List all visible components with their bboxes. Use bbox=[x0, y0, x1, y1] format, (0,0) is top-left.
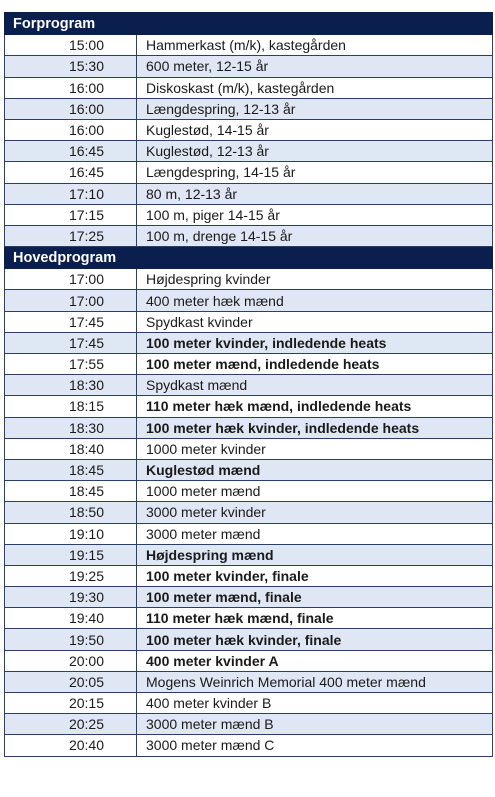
event-name: 110 meter hæk mænd, finale bbox=[137, 608, 493, 629]
table-row bbox=[5, 98, 493, 119]
event-name: Diskoskast (m/k), kastegården bbox=[137, 77, 493, 98]
table-row bbox=[5, 290, 493, 311]
table-row bbox=[5, 587, 493, 608]
event-name: Højdespring kvinder bbox=[137, 269, 493, 290]
event-time: 17:45 bbox=[5, 311, 137, 332]
event-time: 18:30 bbox=[5, 417, 137, 438]
table-row bbox=[5, 608, 493, 629]
event-name: 1000 meter mænd bbox=[137, 481, 493, 502]
event-name: Kuglestød, 14-15 år bbox=[137, 119, 493, 140]
table-row bbox=[5, 225, 493, 246]
event-time: 15:00 bbox=[5, 35, 137, 56]
event-time: 20:15 bbox=[5, 693, 137, 714]
table-row bbox=[5, 311, 493, 332]
table-row bbox=[5, 141, 493, 162]
table-row bbox=[5, 735, 493, 756]
event-time: 17:15 bbox=[5, 204, 137, 225]
event-time: 19:10 bbox=[5, 523, 137, 544]
event-time: 19:50 bbox=[5, 629, 137, 650]
event-name: 100 m, piger 14-15 år bbox=[137, 204, 493, 225]
event-time: 16:00 bbox=[5, 119, 137, 140]
event-time: 18:50 bbox=[5, 502, 137, 523]
schedule-document bbox=[4, 12, 492, 757]
section-header bbox=[5, 13, 493, 35]
event-name: 100 meter hæk kvinder, indledende heats bbox=[137, 417, 493, 438]
table-row bbox=[5, 438, 493, 459]
event-name: 600 meter, 12-15 år bbox=[137, 56, 493, 77]
section-title: Forprogram bbox=[5, 13, 493, 35]
table-row bbox=[5, 56, 493, 77]
event-name: Spydkast kvinder bbox=[137, 311, 493, 332]
event-name: 400 meter kvinder A bbox=[137, 650, 493, 671]
table-row bbox=[5, 183, 493, 204]
event-name: Kuglestød mænd bbox=[137, 459, 493, 480]
event-name: Mogens Weinrich Memorial 400 meter mænd bbox=[137, 671, 493, 692]
section-header bbox=[5, 247, 493, 269]
event-name: Hammerkast (m/k), kastegården bbox=[137, 35, 493, 56]
event-name: 80 m, 12-13 år bbox=[137, 183, 493, 204]
event-time: 19:30 bbox=[5, 587, 137, 608]
event-time: 17:25 bbox=[5, 225, 137, 246]
table-row bbox=[5, 119, 493, 140]
table-row bbox=[5, 375, 493, 396]
table-row bbox=[5, 481, 493, 502]
schedule-table bbox=[4, 12, 493, 757]
table-row bbox=[5, 162, 493, 183]
event-name: 100 m, drenge 14-15 år bbox=[137, 225, 493, 246]
event-time: 18:30 bbox=[5, 375, 137, 396]
event-name: 100 meter kvinder, indledende heats bbox=[137, 332, 493, 353]
event-time: 18:45 bbox=[5, 481, 137, 502]
event-time: 17:00 bbox=[5, 269, 137, 290]
table-row bbox=[5, 650, 493, 671]
event-name: Kuglestød, 12-13 år bbox=[137, 141, 493, 162]
event-name: 1000 meter kvinder bbox=[137, 438, 493, 459]
table-row bbox=[5, 544, 493, 565]
event-time: 15:30 bbox=[5, 56, 137, 77]
event-name: 110 meter hæk mænd, indledende heats bbox=[137, 396, 493, 417]
event-time: 16:00 bbox=[5, 77, 137, 98]
event-time: 16:45 bbox=[5, 162, 137, 183]
table-row bbox=[5, 671, 493, 692]
event-time: 20:00 bbox=[5, 650, 137, 671]
event-time: 17:10 bbox=[5, 183, 137, 204]
event-time: 18:15 bbox=[5, 396, 137, 417]
event-time: 19:40 bbox=[5, 608, 137, 629]
table-row bbox=[5, 417, 493, 438]
event-time: 17:55 bbox=[5, 354, 137, 375]
event-name: 100 meter mænd, indledende heats bbox=[137, 354, 493, 375]
event-name: 3000 meter mænd B bbox=[137, 714, 493, 735]
event-name: Højdespring mænd bbox=[137, 544, 493, 565]
table-row bbox=[5, 77, 493, 98]
schedule-table-body bbox=[5, 13, 493, 757]
table-row bbox=[5, 204, 493, 225]
table-row bbox=[5, 459, 493, 480]
event-name: 100 meter mænd, finale bbox=[137, 587, 493, 608]
event-name: 400 meter hæk mænd bbox=[137, 290, 493, 311]
table-row bbox=[5, 565, 493, 586]
event-time: 17:45 bbox=[5, 332, 137, 353]
table-row bbox=[5, 396, 493, 417]
table-row bbox=[5, 693, 493, 714]
event-name: 3000 meter kvinder bbox=[137, 502, 493, 523]
table-row bbox=[5, 35, 493, 56]
table-row bbox=[5, 629, 493, 650]
table-row bbox=[5, 354, 493, 375]
event-name: 400 meter kvinder B bbox=[137, 693, 493, 714]
event-time: 20:25 bbox=[5, 714, 137, 735]
event-time: 19:25 bbox=[5, 565, 137, 586]
table-row bbox=[5, 523, 493, 544]
table-row bbox=[5, 714, 493, 735]
table-row bbox=[5, 332, 493, 353]
event-time: 18:45 bbox=[5, 459, 137, 480]
event-name: Spydkast mænd bbox=[137, 375, 493, 396]
event-name: Længdespring, 14-15 år bbox=[137, 162, 493, 183]
event-time: 20:05 bbox=[5, 671, 137, 692]
event-name: Længdespring, 12-13 år bbox=[137, 98, 493, 119]
section-title: Hovedprogram bbox=[5, 247, 493, 269]
table-row bbox=[5, 269, 493, 290]
event-name: 3000 meter mænd bbox=[137, 523, 493, 544]
event-time: 16:00 bbox=[5, 98, 137, 119]
event-name: 3000 meter mænd C bbox=[137, 735, 493, 756]
event-name: 100 meter hæk kvinder, finale bbox=[137, 629, 493, 650]
table-row bbox=[5, 502, 493, 523]
event-time: 20:40 bbox=[5, 735, 137, 756]
event-time: 17:00 bbox=[5, 290, 137, 311]
event-time: 16:45 bbox=[5, 141, 137, 162]
event-name: 100 meter kvinder, finale bbox=[137, 565, 493, 586]
event-time: 19:15 bbox=[5, 544, 137, 565]
event-time: 18:40 bbox=[5, 438, 137, 459]
